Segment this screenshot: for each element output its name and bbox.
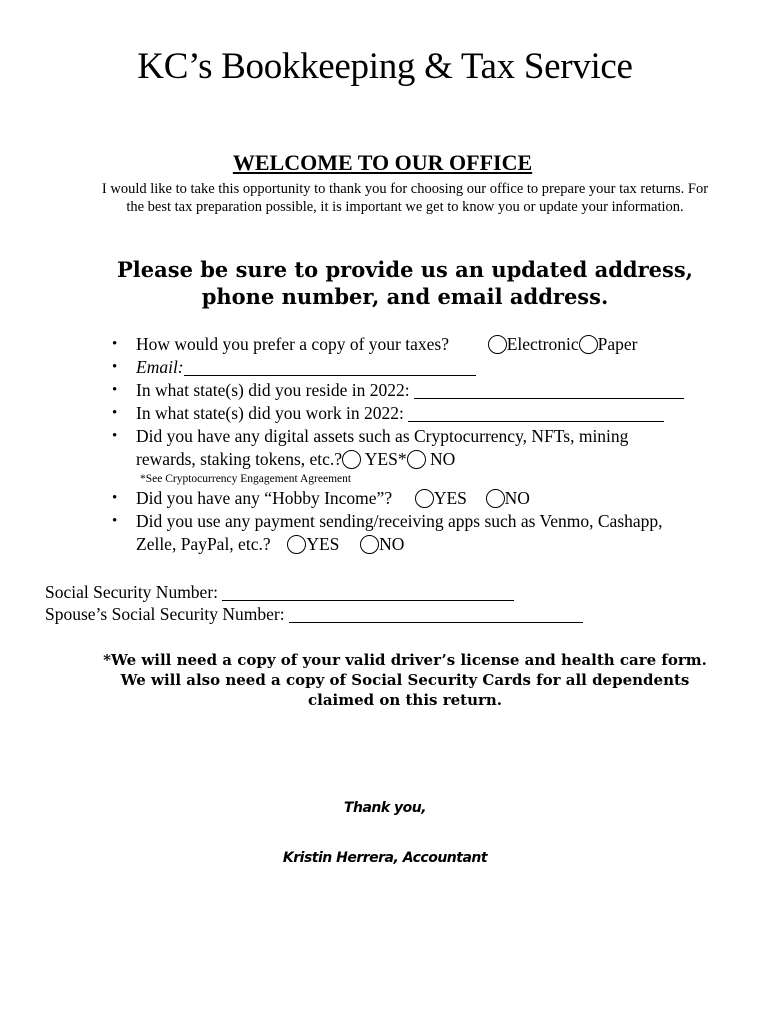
electronic-label: Electronic [506,334,579,354]
spouse-ssn-row [45,604,583,625]
state-work-field[interactable] [408,403,664,422]
copy-preference-label: How would you prefer a copy of your taxes? [136,334,449,354]
digital-no-label: NO [429,449,456,469]
email-label: Email: [136,357,184,377]
state-reside-field[interactable] [414,380,684,399]
update-info-notice: Please be sure to provide us an updated address, phone number, and email address. [117,257,693,309]
hobby-no-radio[interactable] [486,489,505,508]
paper-label: Paper [597,334,638,354]
apps-no-label: NO [379,534,405,554]
digital-assets-line2: rewards, staking tokens, etc.? [136,449,343,469]
hobby-yes-label: YES [433,488,467,508]
page-title: KC’s Bookkeeping & Tax Service [137,46,633,87]
question-payment-apps [112,510,752,556]
digital-no-radio[interactable] [407,450,426,469]
documents-required-note: *We will need a copy of your valid driver’s license and health care form. We will also need a copy of Social Security Cards for all dependents claimed on this return. [103,651,707,709]
apps-no-radio[interactable] [360,535,379,554]
state-work-label: In what state(s) did you work in 2022: [136,403,404,423]
apps-yes-radio[interactable] [287,535,306,554]
state-reside-label: In what state(s) did you reside in 2022: [136,380,410,400]
crypto-footnote: *See Cryptocurrency Engagement Agreement [140,473,352,485]
question-state-reside [112,379,752,402]
ssn-row [45,582,514,603]
intro-paragraph: I would like to take this opportunity to thank you for choosing our office to prepare your tax returns. For the best tax preparation possible, it is important we get to know you or update your information. [101,181,709,215]
hobby-label: Did you have any “Hobby Income”? [136,488,393,508]
question-digital-assets [112,425,752,487]
hobby-yes-radio[interactable] [415,489,434,508]
thank-you-text: Thank you, [343,800,427,816]
electronic-radio[interactable] [488,335,507,354]
question-copy-preference [112,333,752,356]
spouse-ssn-field[interactable] [289,604,583,623]
ssn-field[interactable] [222,582,514,601]
paper-radio[interactable] [579,335,598,354]
welcome-heading: WELCOME TO OUR OFFICE [232,150,533,175]
question-hobby-income [112,487,752,510]
ssn-label: Social Security Number: [45,582,219,602]
question-email [112,356,752,379]
payment-apps-line1: Did you use any payment sending/receiving apps such as Venmo, Cashapp, [136,511,663,531]
hobby-no-label: NO [504,488,530,508]
payment-apps-line2: Zelle, PayPal, etc.? [136,534,271,554]
digital-assets-line1: Did you have any digital assets such as Cryptocurrency, NFTs, mining [136,426,629,446]
signature-line: Kristin Herrera, Accountant [282,850,488,866]
apps-yes-label: YES [306,534,340,554]
digital-yes-label: YES* [364,449,407,469]
questionnaire-list [112,333,752,556]
digital-yes-radio[interactable] [342,450,361,469]
email-field[interactable] [184,357,476,376]
spouse-ssn-label: Spouse’s Social Security Number: [45,604,285,624]
question-state-work [112,402,752,425]
